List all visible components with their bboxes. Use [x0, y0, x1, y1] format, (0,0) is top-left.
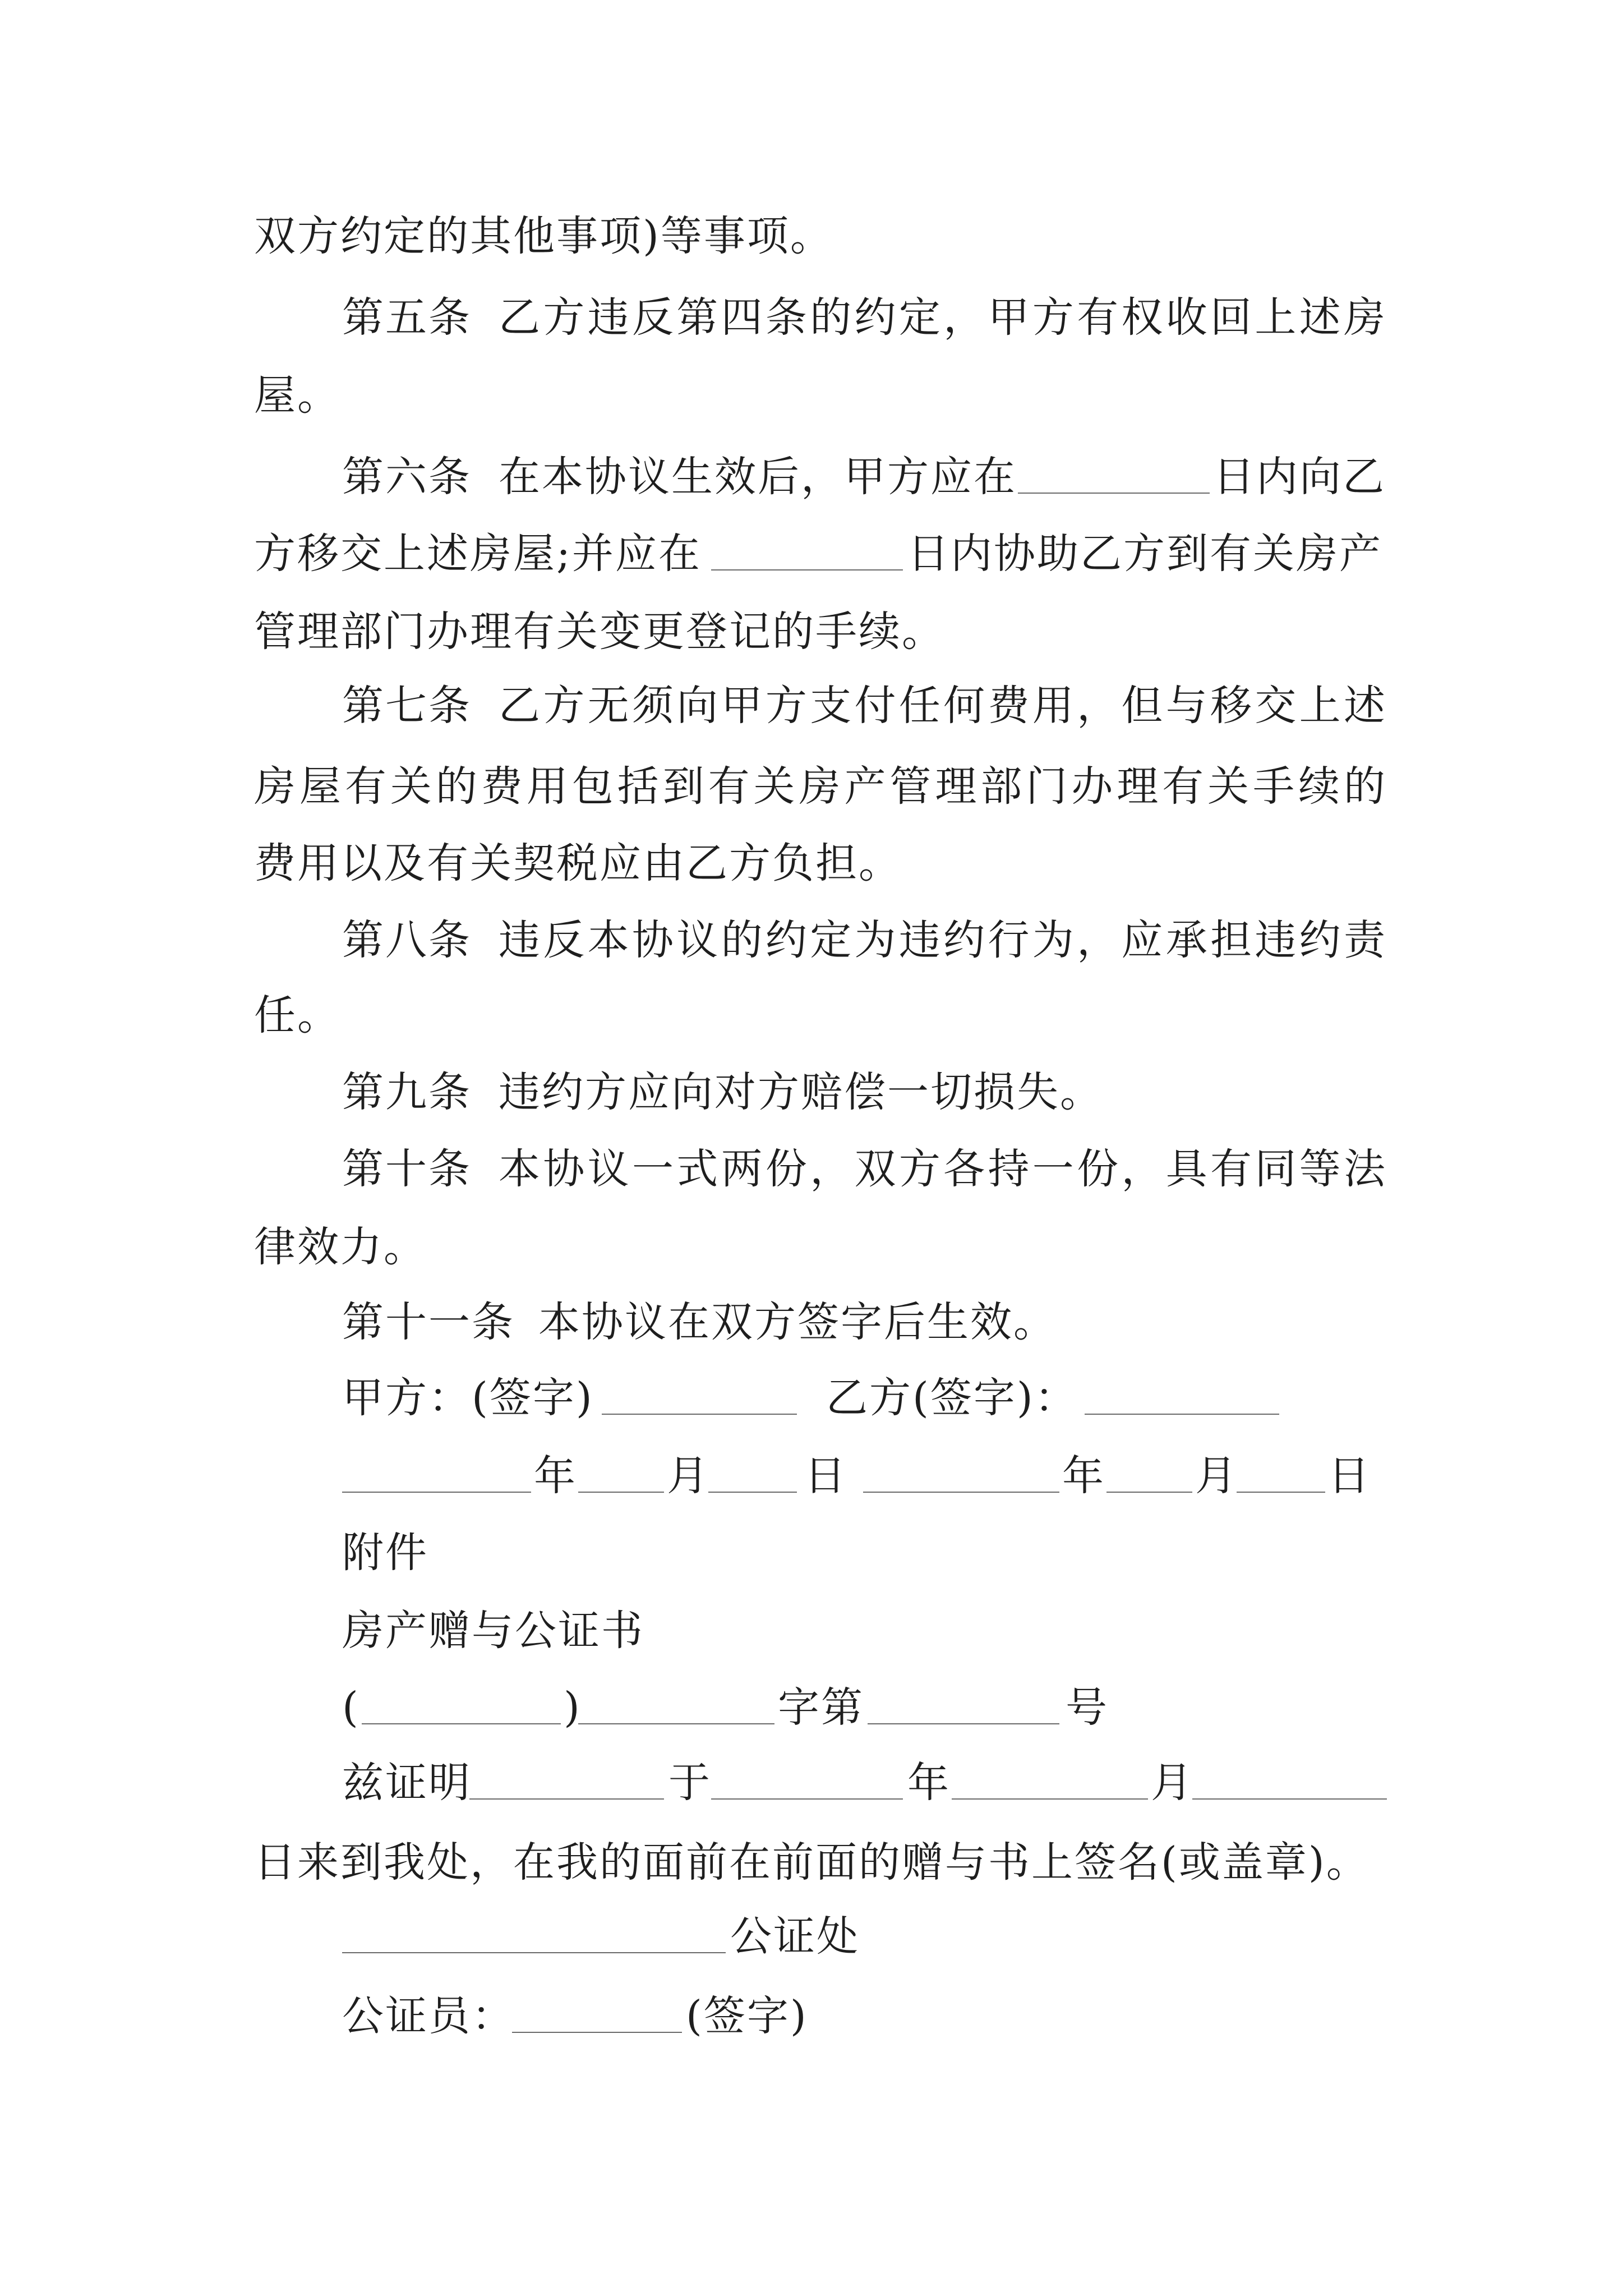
article-8-line-1 — [0, 912, 1623, 968]
party-a-year-blank — [342, 1492, 531, 1493]
statement-text: 日来到我处，在我的面前在前面的赠与书上签名(或盖章)。 — [254, 1838, 1370, 1887]
day-label: 日 — [804, 1452, 847, 1500]
article-8-text: 违反本协议的约定为违约行为，应承担违约责 — [499, 916, 1387, 964]
attachment-label: 附件 — [342, 1529, 428, 1577]
attachment-title-line — [0, 1603, 1623, 1659]
article-9-label: 第九条 — [342, 1068, 472, 1116]
number-blank — [868, 1723, 1059, 1724]
number-open-paren: ( — [342, 1683, 360, 1732]
article-8-label: 第八条 — [342, 916, 472, 964]
certify-text: 兹证明 — [342, 1759, 472, 1807]
cert-year-blank — [711, 1798, 903, 1800]
article-6-text: 管理部门办理有关变更登记的手续。 — [254, 608, 945, 656]
article-10-text: 本协议一式两份，双方各持一份，具有同等法 — [499, 1145, 1387, 1193]
intro-tail-line — [0, 208, 1623, 264]
party-b-year-blank — [863, 1492, 1059, 1493]
attachment-label-line — [0, 1525, 1623, 1581]
signature-date-line — [0, 1448, 1623, 1504]
number-close-paren: ) — [564, 1683, 582, 1732]
article-6-line-3 — [0, 604, 1623, 660]
article-7-text: 费用以及有关契税应由乙方负担。 — [254, 839, 902, 887]
donor-name-blank — [469, 1798, 664, 1800]
article-11-text: 本协议在双方签字后生效。 — [538, 1298, 1057, 1346]
party-a-month-blank — [578, 1492, 664, 1493]
attachment-title: 房产赠与公证书 — [342, 1607, 644, 1655]
cert-day-blank — [1192, 1798, 1387, 1800]
article-7-text: 乙方无须向甲方支付任何费用，但与移交上述 — [499, 682, 1387, 730]
article-5-label: 第五条 — [342, 293, 472, 342]
article-5-text-cont: 屋。 — [254, 371, 340, 420]
article-8-line-2 — [0, 987, 1623, 1043]
article-6-text: 日内向乙 — [1213, 453, 1386, 501]
notary-signature-blank — [512, 2032, 682, 2033]
number-prefix-blank — [362, 1723, 561, 1724]
notary-sign-text: (签字) — [686, 1992, 808, 2040]
signature-line — [0, 1370, 1623, 1426]
certify-line — [0, 1755, 1623, 1811]
article-7-line-3 — [0, 835, 1623, 891]
number-word-blank — [578, 1723, 774, 1724]
article-6-label: 第六条 — [342, 453, 472, 501]
day-label: 日 — [1328, 1452, 1371, 1500]
number-mid-text: 字第 — [778, 1683, 864, 1732]
month-label: 月 — [667, 1452, 710, 1500]
article-5-line-2 — [0, 367, 1623, 424]
party-b-day-blank — [1237, 1492, 1325, 1493]
article-11-label: 第十一条 — [342, 1298, 515, 1346]
notary-office-blank — [342, 1952, 726, 1953]
notary-label: 公证员： — [342, 1992, 515, 2040]
article-6-line-1 — [0, 449, 1623, 505]
article-9-line — [0, 1064, 1623, 1120]
year-label: 年 — [907, 1759, 951, 1807]
article-6-text: 在本协议生效后，甲方应在 — [499, 453, 1017, 501]
party-a-signature-label: 甲方：(签字) — [342, 1374, 594, 1422]
article-5-text: 乙方违反第四条的约定，甲方有权收回上述房 — [499, 293, 1387, 342]
blank-line — [1018, 493, 1210, 494]
article-10-label: 第十条 — [342, 1145, 472, 1193]
certificate-number-line — [0, 1680, 1623, 1736]
notary-office-line — [0, 1908, 1623, 1964]
party-b-signature-blank — [1085, 1414, 1279, 1415]
blank-line — [711, 569, 903, 570]
article-7-line-1 — [0, 678, 1623, 734]
article-6-text: 日内协助乙方到有关房产 — [907, 530, 1382, 578]
year-label: 年 — [534, 1452, 577, 1500]
notary-office-text: 公证处 — [730, 1912, 860, 1961]
year-label: 年 — [1062, 1452, 1105, 1500]
article-10-text-cont: 律效力。 — [254, 1223, 427, 1271]
party-b-signature-label: 乙方(签字)： — [826, 1374, 1078, 1422]
month-label: 月 — [1151, 1759, 1194, 1807]
article-11-line — [0, 1294, 1623, 1350]
article-5-line-1 — [0, 289, 1623, 346]
article-6-text: 方移交上述房屋;并应在 — [254, 530, 702, 578]
article-7-line-2 — [0, 758, 1623, 815]
article-10-line-2 — [0, 1219, 1623, 1275]
article-7-text: 房屋有关的费用包括到有关房产管理部门办理有关手续的 — [254, 762, 1387, 811]
month-label: 月 — [1195, 1452, 1238, 1500]
party-a-signature-blank — [602, 1414, 797, 1415]
article-10-line-1 — [0, 1141, 1623, 1197]
statement-line — [0, 1834, 1623, 1890]
notary-line — [0, 1988, 1623, 2044]
number-end-text: 号 — [1066, 1683, 1109, 1732]
at-text: 于 — [668, 1759, 712, 1807]
article-9-text: 违约方应向对方赔偿一切损失。 — [499, 1068, 1103, 1116]
party-b-month-blank — [1106, 1492, 1192, 1493]
cert-month-blank — [952, 1798, 1148, 1800]
article-8-text-cont: 任。 — [254, 991, 340, 1039]
party-a-day-blank — [708, 1492, 797, 1493]
article-7-label: 第七条 — [342, 682, 472, 730]
article-6-line-2 — [0, 526, 1623, 582]
intro-tail-text: 双方约定的其他事项)等事项。 — [254, 212, 833, 260]
